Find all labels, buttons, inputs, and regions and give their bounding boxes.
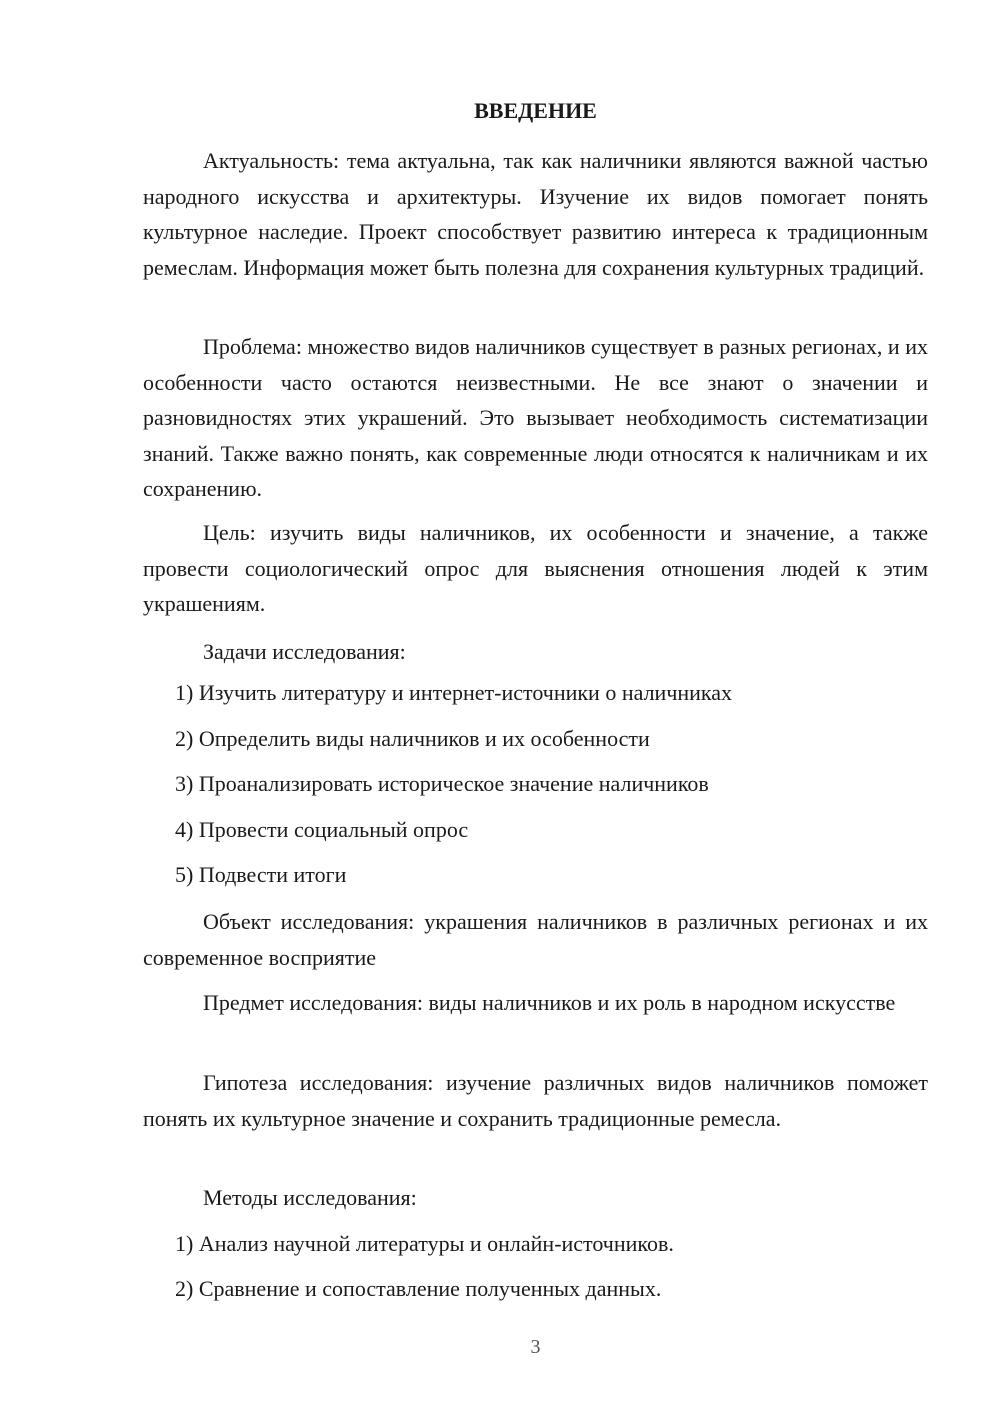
object-paragraph: Объект исследования: украшения наличников в различных регионах и их современное восприятие — [143, 909, 928, 970]
problem-paragraph: Проблема: множество видов наличников существует в разных регионах, и их особенности часто остаются неизвестными. Не все знают о значении и разновидностях этих украшений. Это вызывает необходимость систематизации знаний. Также важно понять, как современные люди относятся к наличникам и их сохранению. — [143, 334, 928, 501]
page-number: 3 — [530, 1336, 541, 1358]
task-item: 4) Провести социальный опрос — [175, 817, 469, 842]
methods-heading: Методы исследования: — [203, 1185, 417, 1210]
task-item: 3) Проанализировать историческое значение наличников — [175, 771, 709, 796]
tasks-heading: Задачи исследования: — [203, 639, 406, 664]
relevance-paragraph: Актуальность: тема актуальна, так как наличники являются важной частью народного искусства и архитектуры. Изучение их видов помогает понять культурное наследие. Проект способствует развитию интереса к традиционным ремеслам. Информация может быть полезна для сохранения культурных традиций. — [143, 148, 928, 280]
method-item: 2) Сравнение и сопоставление полученных данных. — [175, 1276, 662, 1301]
task-item: 1) Изучить литературу и интернет-источники о наличниках — [175, 680, 733, 705]
page-title: ВВЕДЕНИЕ — [474, 98, 597, 123]
task-item: 5) Подвести итоги — [175, 862, 347, 887]
method-item: 1) Анализ научной литературы и онлайн-источников. — [175, 1231, 674, 1256]
goal-paragraph: Цель: изучить виды наличников, их особенности и значение, а также провести социологический опрос для выяснения отношения людей к этим украшениям. — [143, 520, 928, 616]
hypothesis-paragraph: Гипотеза исследования: изучение различных видов наличников поможет понять их культурное значение и сохранить традиционные ремесла. — [143, 1070, 928, 1131]
task-item: 2) Определить виды наличников и их особенности — [175, 726, 650, 751]
subject-paragraph: Предмет исследования: виды наличников и их роль в народном искусстве — [203, 990, 896, 1015]
